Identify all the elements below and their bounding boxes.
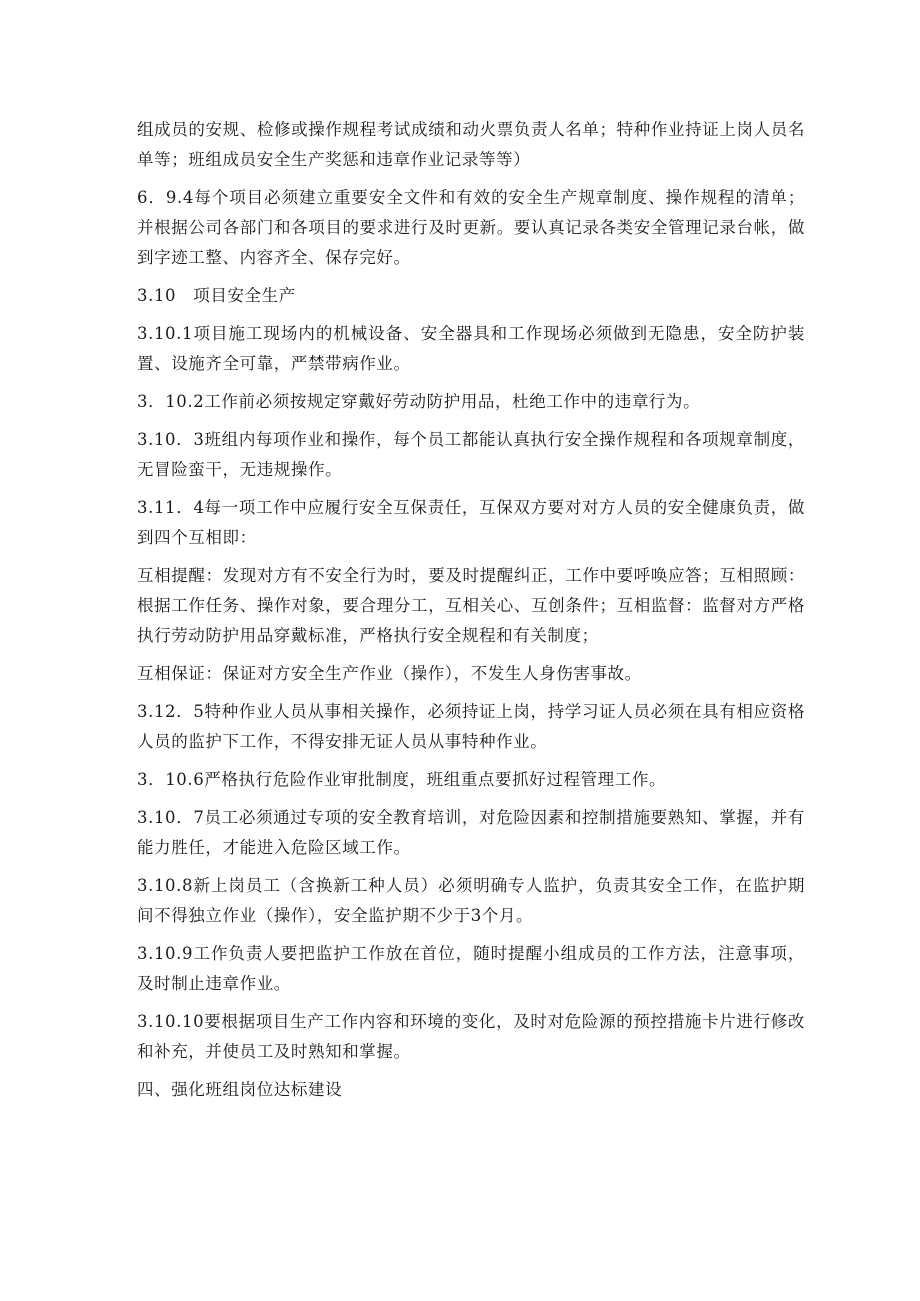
section-heading-3-10: 3.10 项目安全生产 [137,286,296,305]
paragraph-3-10-2: 3．10.2工作前必须按规定穿戴好劳动防护用品，杜绝工作中的违章行为。 [137,392,701,411]
paragraph-3-10-3: 3.10．3班组内每项作业和操作，每个员工都能认真执行安全操作规程和各项规章制度，无冒险蛮干，无违规操作。 [137,430,805,479]
paragraph-3-10-10: 3.10.10要根据项目生产工作内容和环境的变化，及时对危险源的预控措施卡片进行修改和补充，并使员工及时熟知和掌握。 [137,1012,805,1061]
paragraph-3-10-8: 3.10.8新上岗员工（含换新工种人员）必须明确专人监护，负责其安全工作，在监护期间不得独立作业（操作），安全监护期不少于3个月。 [137,876,805,925]
paragraph-3-10-9: 3.10.9工作负责人要把监护工作放在首位，随时提醒小组成员的工作方法，注意事项，及时制止违章作业。 [137,944,805,993]
paragraph-mutual-reminders: 互相提醒：发现对方有不安全行为时，要及时提醒纠正，工作中要呼唤应答；互相照顾：根据工作任务、操作对象，要合理分工，互相关心、互创条件；互相监督：监督对方严格执行劳动防护用品穿戴标准，严格执行安全规程和有关制度； [137,566,805,645]
paragraph-3-11-4: 3.11．4每一项工作中应履行安全互保责任，互保双方要对对方人员的安全健康负责，做到四个互相即： [137,498,805,547]
section-heading-4: 四、强化班组岗位达标建设 [137,1080,343,1099]
document-body [137,115,805,1113]
paragraph-3-10-1: 3.10.1项目施工现场内的机械设备、安全器具和工作现场必须做到无隐患，安全防护装置、设施齐全可靠，严禁带病作业。 [137,324,805,373]
paragraph-mutual-guarantee: 互相保证：保证对方安全生产作业（操作），不发生人身伤害事故。 [137,664,642,683]
paragraph-team-records: 组成员的安规、检修或操作规程考试成绩和动火票负责人名单；特种作业持证上岗人员名单等；班组成员安全生产奖惩和违章作业记录等等） [137,120,805,169]
paragraph-3-12-5: 3.12．5特种作业人员从事相关操作，必须持证上岗，持学习证人员必须在具有相应资格人员的监护下工作，不得安排无证人员从事特种作业。 [137,702,805,751]
paragraph-3-10-6: 3．10.6严格执行危险作业审批制度，班组重点要抓好过程管理工作。 [137,770,667,789]
paragraph-3-10-7: 3.10．7员工必须通过专项的安全教育培训，对危险因素和控制措施要熟知、掌握，并有能力胜任，才能进入危险区域工作。 [137,808,805,857]
paragraph-6-9-4: 6．9.4每个项目必须建立重要安全文件和有效的安全生产规章制度、操作规程的清单；并根据公司各部门和各项目的要求进行及时更新。要认真记录各类安全管理记录台帐，做到字迹工整、内容齐全、保存完好。 [137,188,805,267]
